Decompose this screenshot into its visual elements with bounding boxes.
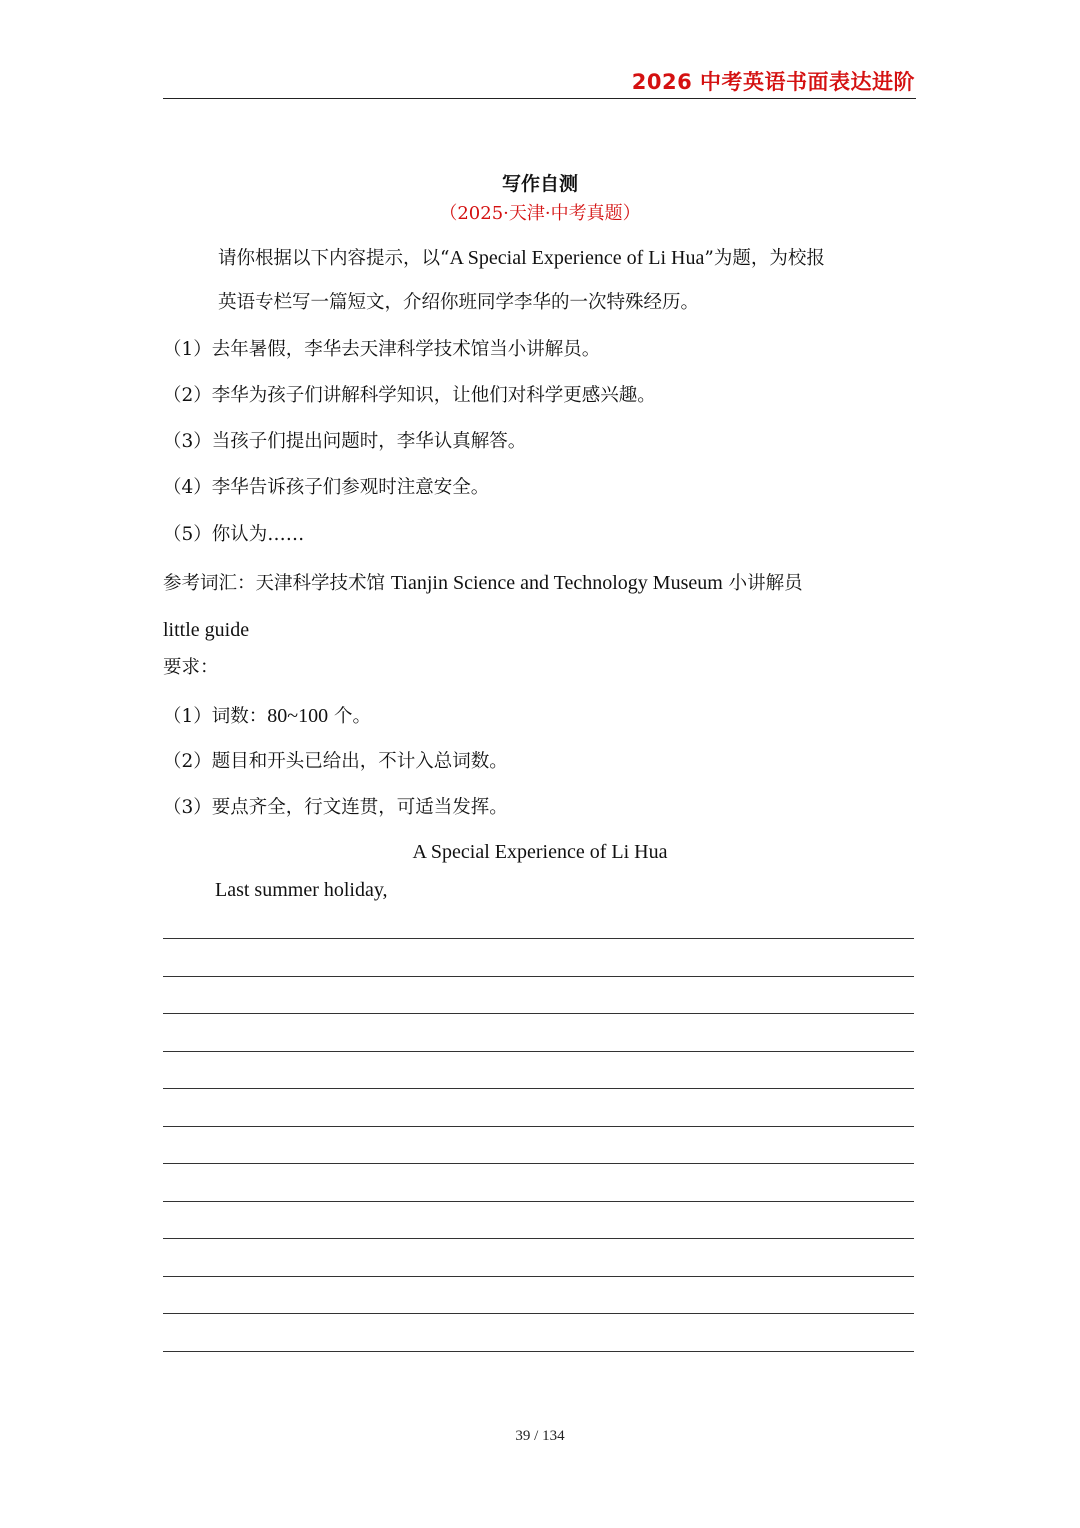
writing-line[interactable] (163, 1013, 914, 1014)
writing-line[interactable] (163, 1313, 914, 1314)
writing-line[interactable] (163, 1276, 914, 1277)
page-number: 39 / 134 (515, 1428, 565, 1444)
writing-line[interactable] (163, 938, 914, 939)
prompt-line-1-pre: 请你根据以下内容提示，以“ (218, 248, 450, 269)
vocabulary-museum-en: Tianjin Science and Technology Museum (390, 572, 723, 594)
vocabulary-guide-en: little guide (163, 619, 250, 641)
writing-line[interactable] (163, 1051, 914, 1052)
essay-title: A Special Experience of Li Hua (412, 841, 668, 863)
content-point-5: （5）你认为…… (163, 524, 305, 545)
vocabulary-line (163, 571, 803, 596)
writing-line[interactable] (163, 1351, 914, 1352)
essay-opening: Last summer holiday, (215, 879, 388, 901)
requirement-3: （3）要点齐全，行文连贯，可适当发挥。 (163, 797, 508, 818)
writing-line[interactable] (163, 1126, 914, 1127)
prompt-essay-title: A Special Experience of Li Hua (449, 247, 705, 269)
requirement-1-post: 个。 (328, 706, 371, 727)
prompt-line-1 (218, 246, 825, 271)
writing-line[interactable] (163, 976, 914, 977)
content-point-2: （2）李华为孩子们讲解科学知识，让他们对科学更感兴趣。 (163, 385, 656, 406)
writing-line[interactable] (163, 1163, 914, 1164)
requirement-1 (163, 704, 371, 729)
writing-line[interactable] (163, 1088, 914, 1089)
writing-line[interactable] (163, 1238, 914, 1239)
content-point-3: （3）当孩子们提出问题时，李华认真解答。 (163, 431, 527, 452)
vocabulary-label: 参考词汇：天津科学技术馆 (163, 573, 391, 594)
requirement-1-word-count: 80~100 (267, 705, 329, 727)
requirement-1-pre: （1）词数： (163, 706, 268, 727)
prompt-line-1-post: ”为题，为校报 (704, 248, 825, 269)
requirements-label: 要求： (163, 657, 219, 678)
vocabulary-guide-cn: 小讲解员 (722, 573, 803, 594)
requirement-2: （2）题目和开头已给出，不计入总词数。 (163, 751, 508, 772)
prompt-line-2: 英语专栏写一篇短文，介绍你班同学李华的一次特殊经历。 (218, 292, 700, 313)
header-title: 2026 中考英语书面表达进阶 (631, 70, 915, 94)
header-divider (163, 98, 916, 99)
writing-line[interactable] (163, 1201, 914, 1202)
content-point-1: （1）去年暑假，李华去天津科学技术馆当小讲解员。 (163, 339, 601, 360)
section-title: 写作自测 (501, 173, 578, 195)
content-point-4: （4）李华告诉孩子们参观时注意安全。 (163, 477, 490, 498)
section-subtitle: （2025·天津·中考真题） (439, 203, 641, 224)
